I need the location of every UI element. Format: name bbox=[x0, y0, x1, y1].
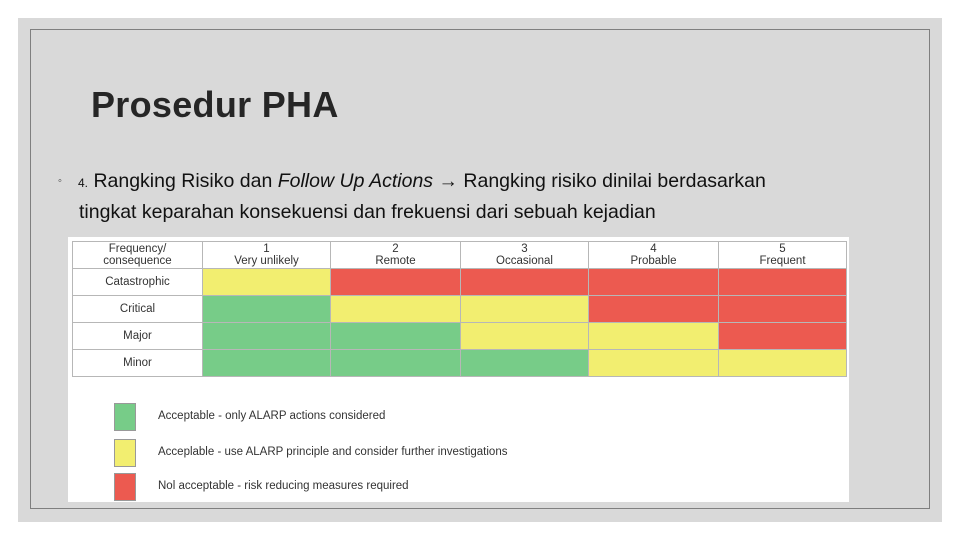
row-label: Critical bbox=[73, 296, 203, 323]
legend-text: Nol acceptable - risk reducing measures required bbox=[158, 480, 409, 492]
risk-cell bbox=[203, 296, 331, 323]
risk-cell bbox=[719, 296, 847, 323]
col-number: 4 bbox=[650, 243, 657, 255]
legend-item bbox=[114, 403, 714, 433]
arrow-icon: → bbox=[433, 170, 464, 192]
legend-text: Acceplable - use ALARP principle and consider further investigations bbox=[158, 446, 508, 458]
col-label: Very unlikely bbox=[234, 255, 299, 267]
corner-line1: Frequency/ bbox=[108, 243, 167, 255]
bullet-number: 4. bbox=[78, 176, 89, 190]
col-label: Remote bbox=[375, 255, 416, 267]
risk-cell bbox=[203, 350, 331, 377]
risk-cell bbox=[719, 350, 847, 377]
col-label: Frequent bbox=[759, 255, 806, 267]
matrix-header-row bbox=[73, 242, 847, 269]
bullet-text bbox=[78, 167, 878, 227]
bullet-text-line2: tingkat keparahan konsekuensi dan frekuensi dari sebuah kejadian bbox=[79, 201, 656, 223]
bullet-text-italic: Follow Up Actions bbox=[277, 170, 434, 192]
risk-cell bbox=[331, 296, 461, 323]
row-label: Minor bbox=[73, 350, 203, 377]
risk-cell bbox=[589, 323, 719, 350]
legend-swatch-yellow bbox=[114, 439, 136, 467]
matrix-col-header bbox=[203, 242, 331, 269]
legend-item bbox=[114, 439, 714, 469]
legend-text: Acceptable - only ALARP actions considered bbox=[158, 410, 386, 422]
risk-matrix-table bbox=[72, 241, 847, 377]
risk-cell bbox=[719, 323, 847, 350]
matrix-row bbox=[73, 350, 847, 377]
bullet-text-part2: Rangking risiko dinilai berdasarkan bbox=[463, 170, 766, 192]
col-number: 2 bbox=[392, 243, 399, 255]
matrix-corner-header bbox=[73, 242, 203, 269]
col-number: 1 bbox=[263, 243, 270, 255]
col-label: Occasional bbox=[496, 255, 553, 267]
slide-title: Prosedur PHA bbox=[91, 84, 339, 125]
matrix-col-header bbox=[719, 242, 847, 269]
bullet-text-part1: Rangking Risiko dan bbox=[93, 170, 278, 192]
matrix-row bbox=[73, 323, 847, 350]
risk-cell bbox=[719, 269, 847, 296]
risk-cell bbox=[331, 323, 461, 350]
risk-matrix-figure bbox=[68, 237, 849, 502]
risk-cell bbox=[461, 296, 589, 323]
matrix-col-header bbox=[331, 242, 461, 269]
risk-cell bbox=[331, 350, 461, 377]
col-number: 5 bbox=[779, 243, 786, 255]
risk-cell bbox=[589, 350, 719, 377]
col-number: 3 bbox=[521, 243, 528, 255]
row-label: Major bbox=[73, 323, 203, 350]
risk-cell bbox=[461, 269, 589, 296]
risk-cell bbox=[461, 323, 589, 350]
legend-swatch-green bbox=[114, 403, 136, 431]
matrix-row bbox=[73, 269, 847, 296]
corner-line2: consequence bbox=[103, 255, 172, 267]
col-label: Probable bbox=[630, 255, 677, 267]
risk-cell bbox=[203, 323, 331, 350]
legend-item bbox=[114, 473, 714, 503]
legend-swatch-red bbox=[114, 473, 136, 501]
matrix-row bbox=[73, 296, 847, 323]
risk-cell bbox=[331, 269, 461, 296]
bullet-dot-icon: ◦ bbox=[58, 175, 62, 187]
risk-cell bbox=[589, 269, 719, 296]
risk-cell bbox=[203, 269, 331, 296]
risk-cell bbox=[589, 296, 719, 323]
matrix-col-header bbox=[589, 242, 719, 269]
matrix-col-header bbox=[461, 242, 589, 269]
row-label: Catastrophic bbox=[73, 269, 203, 296]
risk-cell bbox=[461, 350, 589, 377]
